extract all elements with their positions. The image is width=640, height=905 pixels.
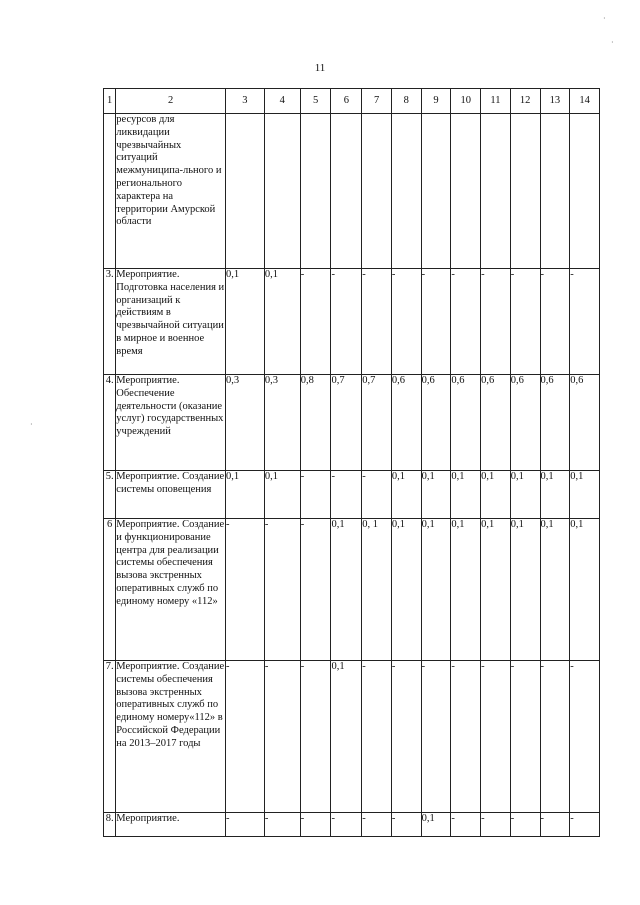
header-cell: 4 bbox=[264, 89, 300, 114]
value-cell: 0,1 bbox=[510, 519, 540, 661]
value-cell: 0,1 bbox=[540, 519, 570, 661]
table-row bbox=[104, 114, 600, 269]
value-cell: - bbox=[510, 661, 540, 813]
value-cell bbox=[451, 114, 481, 269]
value-cell: - bbox=[331, 269, 362, 375]
row-number bbox=[104, 114, 116, 269]
value-cell: - bbox=[300, 661, 331, 813]
header-cell: 14 bbox=[570, 89, 600, 114]
value-cell: 0,1 bbox=[570, 471, 600, 519]
value-cell: 0,1 bbox=[570, 519, 600, 661]
value-cell: 0,1 bbox=[421, 813, 451, 837]
row-number: 6 bbox=[104, 519, 116, 661]
table-row bbox=[104, 813, 600, 837]
header-cell: 11 bbox=[481, 89, 511, 114]
header-cell: 6 bbox=[331, 89, 362, 114]
value-cell: - bbox=[225, 519, 264, 661]
table-row bbox=[104, 661, 600, 813]
value-cell: - bbox=[264, 661, 300, 813]
value-cell: 0,7 bbox=[362, 375, 392, 471]
value-cell: - bbox=[264, 813, 300, 837]
value-cell: - bbox=[225, 813, 264, 837]
value-cell: - bbox=[481, 269, 511, 375]
header-cell: 5 bbox=[300, 89, 331, 114]
row-number: 8. bbox=[104, 813, 116, 837]
value-cell: 0,1 bbox=[225, 471, 264, 519]
event-name: Мероприятие. Создание системы обеспечения вызова экстренных оперативных служб по единому номеру«112» в Российской Федерации на 2013–2017 годы bbox=[116, 661, 226, 813]
value-cell: 0,1 bbox=[481, 519, 511, 661]
event-name: Мероприятие. Обеспечение деятельности (оказание услуг) государственных учреждений bbox=[116, 375, 226, 471]
value-cell: 0,1 bbox=[451, 519, 481, 661]
value-cell bbox=[391, 114, 421, 269]
value-cell: 0,1 bbox=[481, 471, 511, 519]
value-cell bbox=[510, 114, 540, 269]
value-cell: 0,6 bbox=[421, 375, 451, 471]
value-cell: - bbox=[300, 519, 331, 661]
value-cell: 0,1 bbox=[451, 471, 481, 519]
value-cell bbox=[362, 114, 392, 269]
table-row bbox=[104, 375, 600, 471]
value-cell: 0,1 bbox=[264, 269, 300, 375]
scan-speck: · bbox=[611, 38, 614, 47]
value-cell: - bbox=[391, 661, 421, 813]
value-cell: - bbox=[331, 813, 362, 837]
value-cell: - bbox=[391, 813, 421, 837]
value-cell: 0, 1 bbox=[362, 519, 392, 661]
value-cell: - bbox=[451, 661, 481, 813]
value-cell: 0,1 bbox=[331, 661, 362, 813]
value-cell: - bbox=[570, 269, 600, 375]
value-cell: - bbox=[362, 471, 392, 519]
value-cell bbox=[300, 114, 331, 269]
value-cell: 0,3 bbox=[225, 375, 264, 471]
scan-speck: · bbox=[30, 420, 33, 429]
value-cell: - bbox=[451, 813, 481, 837]
row-number: 3. bbox=[104, 269, 116, 375]
value-cell bbox=[331, 114, 362, 269]
value-cell: 0,6 bbox=[540, 375, 570, 471]
value-cell: - bbox=[391, 269, 421, 375]
header-cell: 8 bbox=[391, 89, 421, 114]
header-cell: 2 bbox=[116, 89, 226, 114]
value-cell bbox=[570, 114, 600, 269]
value-cell: 0,8 bbox=[300, 375, 331, 471]
header-cell: 12 bbox=[510, 89, 540, 114]
value-cell bbox=[481, 114, 511, 269]
value-cell: - bbox=[362, 813, 392, 837]
value-cell: 0,6 bbox=[570, 375, 600, 471]
value-cell bbox=[225, 114, 264, 269]
value-cell: - bbox=[570, 813, 600, 837]
table-row bbox=[104, 269, 600, 375]
value-cell: 0,1 bbox=[264, 471, 300, 519]
table-header-row bbox=[104, 89, 600, 114]
value-cell: 0,7 bbox=[331, 375, 362, 471]
value-cell: 0,1 bbox=[421, 471, 451, 519]
value-cell: - bbox=[362, 269, 392, 375]
value-cell: 0,6 bbox=[391, 375, 421, 471]
value-cell: 0,1 bbox=[391, 471, 421, 519]
value-cell: 0,6 bbox=[481, 375, 511, 471]
header-cell: 10 bbox=[451, 89, 481, 114]
page-number: 11 bbox=[314, 62, 326, 74]
value-cell: - bbox=[362, 661, 392, 813]
value-cell bbox=[264, 114, 300, 269]
value-cell: - bbox=[331, 471, 362, 519]
value-cell: 0,1 bbox=[391, 519, 421, 661]
event-name: Мероприятие. Создание системы оповещения bbox=[116, 471, 226, 519]
value-cell: - bbox=[451, 269, 481, 375]
value-cell: - bbox=[421, 661, 451, 813]
value-cell: 0,6 bbox=[510, 375, 540, 471]
value-cell: - bbox=[264, 519, 300, 661]
value-cell: - bbox=[481, 661, 511, 813]
value-cell: 0,1 bbox=[225, 269, 264, 375]
value-cell: - bbox=[510, 269, 540, 375]
value-cell: 0,1 bbox=[510, 471, 540, 519]
value-cell: - bbox=[421, 269, 451, 375]
header-cell: 9 bbox=[421, 89, 451, 114]
value-cell: - bbox=[540, 813, 570, 837]
table-row bbox=[104, 471, 600, 519]
value-cell: 0,1 bbox=[331, 519, 362, 661]
table-row bbox=[104, 519, 600, 661]
header-cell: 13 bbox=[540, 89, 570, 114]
value-cell: - bbox=[481, 813, 511, 837]
event-name: Мероприятие. Создание и функционирование центра для реализации системы обеспечения вызова экстренных оперативных служб по единому номеру «112» bbox=[116, 519, 226, 661]
value-cell: 0,6 bbox=[451, 375, 481, 471]
event-name: Мероприятие. bbox=[116, 813, 226, 837]
value-cell bbox=[540, 114, 570, 269]
row-number: 4. bbox=[104, 375, 116, 471]
header-cell: 3 bbox=[225, 89, 264, 114]
value-cell: - bbox=[300, 269, 331, 375]
value-cell: - bbox=[510, 813, 540, 837]
header-cell: 7 bbox=[362, 89, 392, 114]
value-cell bbox=[421, 114, 451, 269]
value-cell: - bbox=[300, 471, 331, 519]
row-number: 7. bbox=[104, 661, 116, 813]
scan-speck: · bbox=[603, 14, 606, 23]
value-cell: - bbox=[540, 269, 570, 375]
row-number: 5. bbox=[104, 471, 116, 519]
program-table bbox=[103, 88, 600, 837]
value-cell: - bbox=[540, 661, 570, 813]
value-cell: 0,1 bbox=[421, 519, 451, 661]
value-cell: - bbox=[300, 813, 331, 837]
header-cell: 1 bbox=[104, 89, 116, 114]
event-name: Мероприятие. Подготовка населения и организаций к действиям в чрезвычайной ситуации в мирное и военное время bbox=[116, 269, 226, 375]
value-cell: - bbox=[570, 661, 600, 813]
value-cell: - bbox=[225, 661, 264, 813]
value-cell: 0,3 bbox=[264, 375, 300, 471]
value-cell: 0,1 bbox=[540, 471, 570, 519]
event-name: ресурсов для ликвидации чрезвычайных ситуаций межмуниципа-льного и регионального характера на территории Амурской области bbox=[116, 114, 226, 269]
